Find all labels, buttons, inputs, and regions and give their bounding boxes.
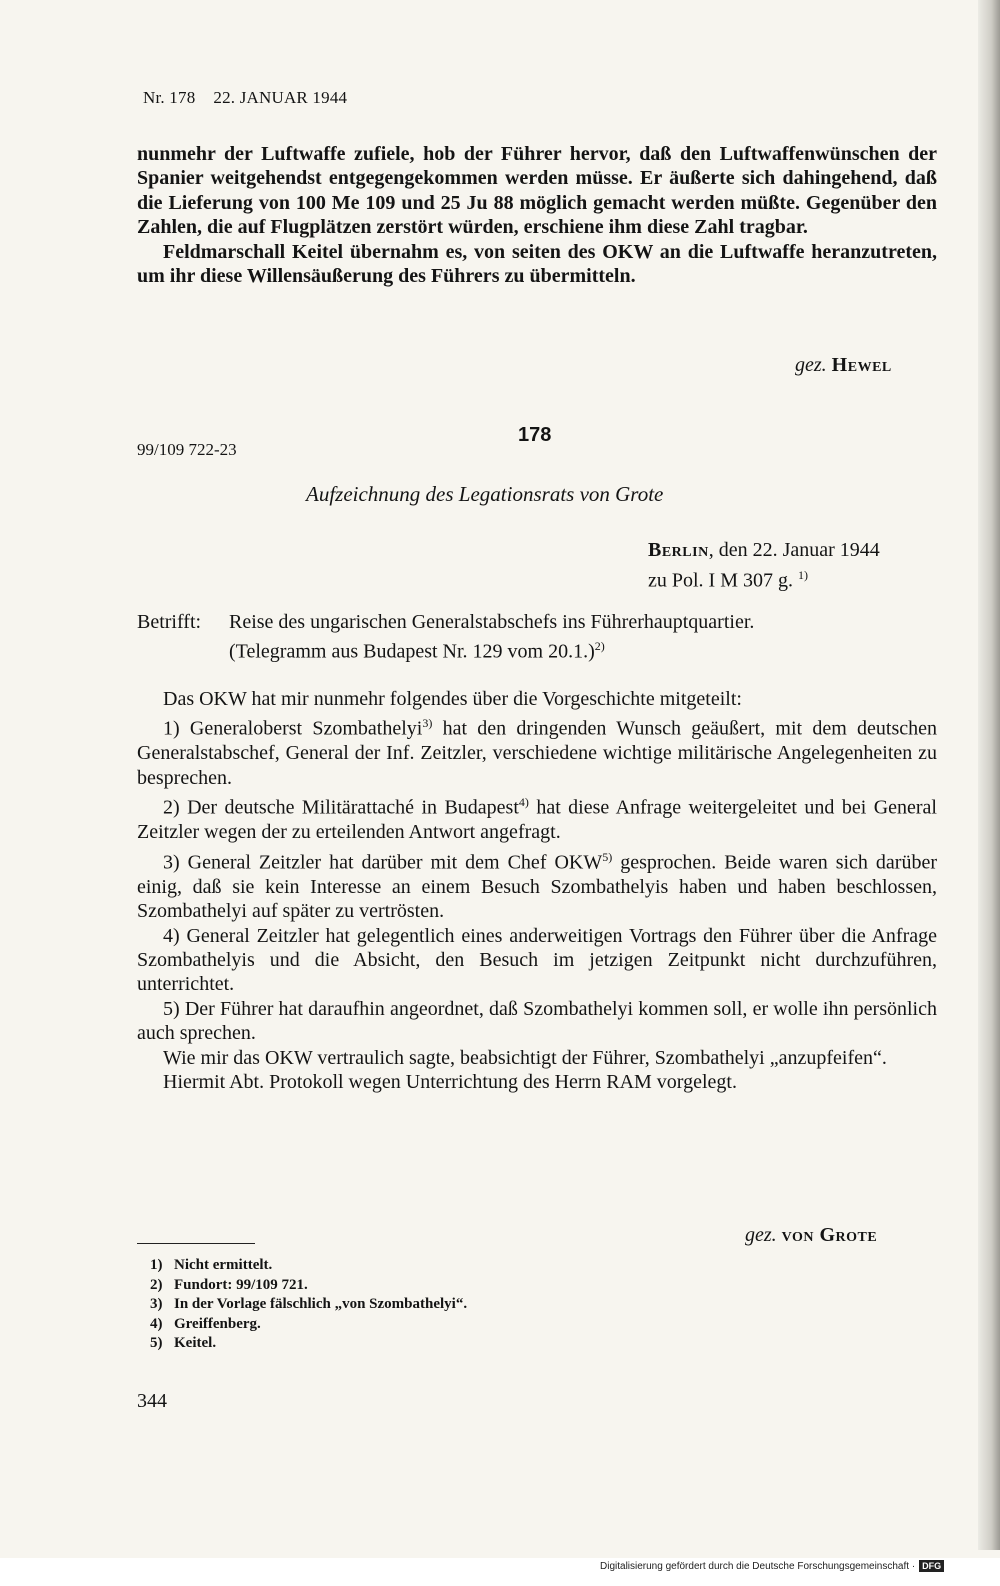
page-edge bbox=[978, 0, 1000, 1550]
list-item: 3) General Zeitzler hat darüber mit dem Chef OKW$^{5)}$ gesprochen. Beide waren sich darüber einig, daß sie kein Interesse an einem Besuch Szombathelyis haben und haben beschlossen, Szombathelyi auf später zu vertrösten. bbox=[137, 849, 937, 923]
paragraph: Feldmarschall Keitel übernahm es, von seiten des OKW an die Luftwaffe heranzutreten, um ihr diese Willensäußerung des Führers zu übermitteln. bbox=[137, 240, 937, 288]
dateline-date: , den 22. Januar 1944 bbox=[708, 539, 880, 561]
body-text bbox=[137, 687, 937, 1094]
paragraph: Hiermit Abt. Protokoll wegen Unterrichtung des Herrn RAM vorgelegt. bbox=[163, 1071, 737, 1094]
signature-von-grote: gez. von Grote bbox=[745, 1224, 878, 1246]
footnote: 3) In der Vorlage fälschlich „von Szombathelyi“. bbox=[150, 1296, 468, 1312]
dfg-logo: DFG bbox=[919, 1560, 944, 1572]
list-item: 5) Der Führer hat daraufhin angeordnet, daß Szombathelyi kommen soll, er wolle ihn persönlich auch sprechen. bbox=[137, 997, 937, 1045]
digitization-footer bbox=[600, 1560, 944, 1572]
subject-telegram: (Telegramm aus Budapest Nr. 129 vom 20.1.) bbox=[229, 640, 595, 663]
running-header bbox=[143, 88, 347, 108]
footnote: 1) Nicht ermittelt. bbox=[150, 1257, 273, 1273]
document-reference: 99/109 722-23 bbox=[137, 440, 237, 459]
dateline: Berlin, den 22. Januar 1944 zu Pol. I M 307 g. $^{1)}$ bbox=[648, 539, 880, 592]
footnote: 5) Keitel. bbox=[150, 1335, 217, 1351]
footer-text: Digitalisierung gefördert durch die Deutsche Forschungsgemeinschaft · bbox=[600, 1560, 916, 1572]
list-item: 4) General Zeitzler hat gelegentlich eines anderweitigen Vortrags den Führer über die Anfrage Szombathelyis und die Absicht, den Besuch im jetzigen Zeitpunkt nicht durchzuführen, unterrichtet. bbox=[137, 924, 937, 996]
subject-line: Betrifft: Reise des ungarischen Generalstabschefs ins Führerhauptquartier. (Telegramm aus Budapest Nr. 129 vom 20.1.)$^{2)}$ bbox=[137, 610, 937, 664]
page-number: 344 bbox=[137, 1390, 167, 1412]
dateline-place: Berlin bbox=[648, 539, 709, 561]
paragraph: Wie mir das OKW vertraulich sagte, beabsichtigt der Führer, Szombathelyi „anzupfeifen“. bbox=[163, 1046, 887, 1069]
subject-label: Betrifft: bbox=[137, 611, 202, 633]
footnote-divider bbox=[137, 1243, 255, 1244]
footnote: 4) Greiffenberg. bbox=[150, 1315, 261, 1332]
footnotes bbox=[150, 1256, 467, 1354]
paragraph: Das OKW hat mir nunmehr folgendes über die Vorgeschichte mitgeteilt: bbox=[163, 688, 742, 710]
subject-text: Reise des ungarischen Generalstabschefs ins Führerhauptquartier. bbox=[229, 611, 755, 633]
list-item: 1) Generaloberst Szombathelyi$^{3)}$ hat den dringenden Wunsch geäußert, mit dem deutschen Generalstabschef, General der Inf. Zeitzler, verschiedene wichtige militärische Angelegenheiten zu besprechen. bbox=[137, 716, 938, 789]
document-title: Aufzeichnung des Legationsrats von Grote bbox=[306, 482, 664, 506]
continuation-text bbox=[137, 142, 937, 288]
footnote: 2) Fundort: 99/109 721. bbox=[150, 1276, 308, 1293]
header-date: 22. JANUAR 1944 bbox=[213, 88, 348, 107]
header-doc-number: Nr. 178 bbox=[143, 88, 196, 107]
dateline-ref: zu Pol. I M 307 g. bbox=[648, 569, 793, 592]
paragraph: nunmehr der Luftwaffe zufiele, hob der Führer hervor, daß den Luftwaffenwünschen der Spanier weitgehendst entgegengekommen werden müsse. Er äußerte sich dahingehend, daß die Lieferung von 100 Me 109 und 25 Ju 88 möglich gemacht werden müßte. Gegenüber den Zahlen, die auf Flugplätzen zerstört würden, erschiene ihm diese Zahl tragbar. bbox=[137, 143, 937, 239]
list-item: 2) Der deutsche Militärattaché in Budapest$^{4)}$ hat diese Anfrage weitergeleitet und bei General Zeitzler wegen der zu erteilenden Antwort angefragt. bbox=[137, 795, 937, 844]
document-number: 178 bbox=[518, 424, 552, 446]
signature-hewel: gez. Hewel bbox=[795, 354, 892, 376]
